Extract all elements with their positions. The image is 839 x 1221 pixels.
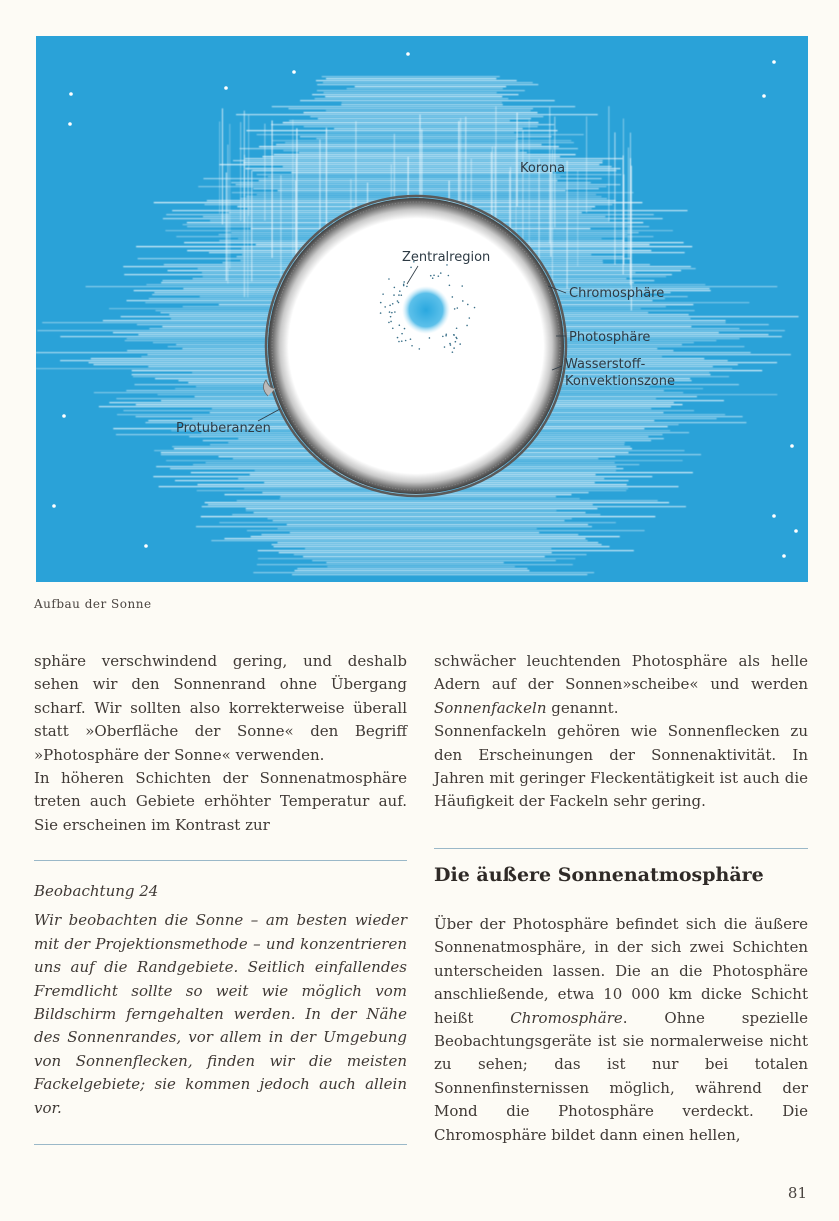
label-photosphaere: Photosphäre	[569, 330, 651, 345]
term-chromosphaere: Chromosphäre	[510, 1008, 623, 1027]
right-paragraph-1	[434, 650, 808, 720]
label-protuberanzen: Protuberanzen	[176, 421, 271, 436]
label-chromosphaere: Chromosphäre	[569, 286, 665, 301]
label-zentralregion: Zentralregion	[402, 250, 491, 265]
left-paragraph-1: sphäre verschwindend gering, und deshalb sehen wir den Sonnenrand ohne Übergang scharf. Wir sollten also korrekterweise überall statt »Oberfläche der Sonne« den Begriff »Photosphäre der Sonne« verwenden.	[34, 652, 407, 764]
observation-box	[34, 880, 407, 1120]
sun-structure-illustration	[36, 36, 808, 582]
figure-caption: Aufbau der Sonne	[34, 597, 152, 611]
left-paragraph-2: In höheren Schichten der Sonnenatmosphäre treten auch Gebiete erhöhter Temperatur auf. Sie erscheinen im Kontrast zur	[34, 769, 407, 834]
observation-bottom-rule	[34, 1144, 407, 1145]
right-paragraph-2: Sonnenfackeln gehören wie Sonnenflecken zu den Erscheinungen der Sonnenaktivität. In Jahren mit geringer Fleckentätigkeit ist auch die Häufigkeit der Fackeln sehr gering.	[434, 722, 808, 811]
left-column	[34, 650, 407, 837]
observation-top-rule	[34, 860, 407, 861]
label-wasserstoff-1: Wasserstoff-	[565, 357, 646, 372]
observation-title: Beobachtung 24	[34, 882, 159, 900]
right-p1-b: genannt.	[546, 698, 619, 717]
sun-disk	[268, 198, 564, 494]
section-paragraph-1	[434, 913, 808, 1147]
page-number: 81	[787, 1184, 807, 1202]
section-p1-b: . Ohne spezielle Beobachtungsgeräte ist sie normalerweise nicht zu sehen; das ist nur bei totalen Sonnenfinsternissen möglich, während der Mond die Photosphäre verdeckt. Die Chromosphäre bildet dann einen hellen,	[434, 1008, 808, 1144]
section-body	[434, 913, 808, 1147]
right-p1-a: schwächer leuchtenden Photosphäre als helle Adern auf der Sonnen»scheibe« und werden	[434, 652, 808, 694]
label-korona: Korona	[520, 161, 566, 176]
sun-diagram	[36, 36, 808, 582]
section-p1-a: Über der Photosphäre befindet sich die äußere Sonnenatmosphäre, in der sich zwei Schichten unterscheiden lassen. Die an die Photosphäre anschließende, etwa 10 000 km dicke Schicht heißt	[434, 915, 808, 1027]
term-sonnenfackeln: Sonnenfackeln	[434, 698, 547, 717]
central-region	[402, 286, 450, 334]
observation-text: Wir beobachten die Sonne – am besten wieder mit der Projektionsmethode – und konzentrieren uns auf die Randgebiete. Seitlich einfallendes Fremdlicht sollte so weit wie möglich vom Bildschirm ferngehalten werden. In der Nähe des Sonnenrandes, vor allem in der Umgebung von Sonnenflecken, finden wir die meisten Fackelgebiete; sie kommen jedoch auch allein vor.	[34, 911, 407, 1117]
section-rule	[434, 848, 808, 849]
section-heading: Die äußere Sonnenatmosphäre	[434, 864, 764, 886]
right-column	[434, 650, 808, 814]
label-wasserstoff-2: Konvektionszone	[565, 374, 675, 389]
